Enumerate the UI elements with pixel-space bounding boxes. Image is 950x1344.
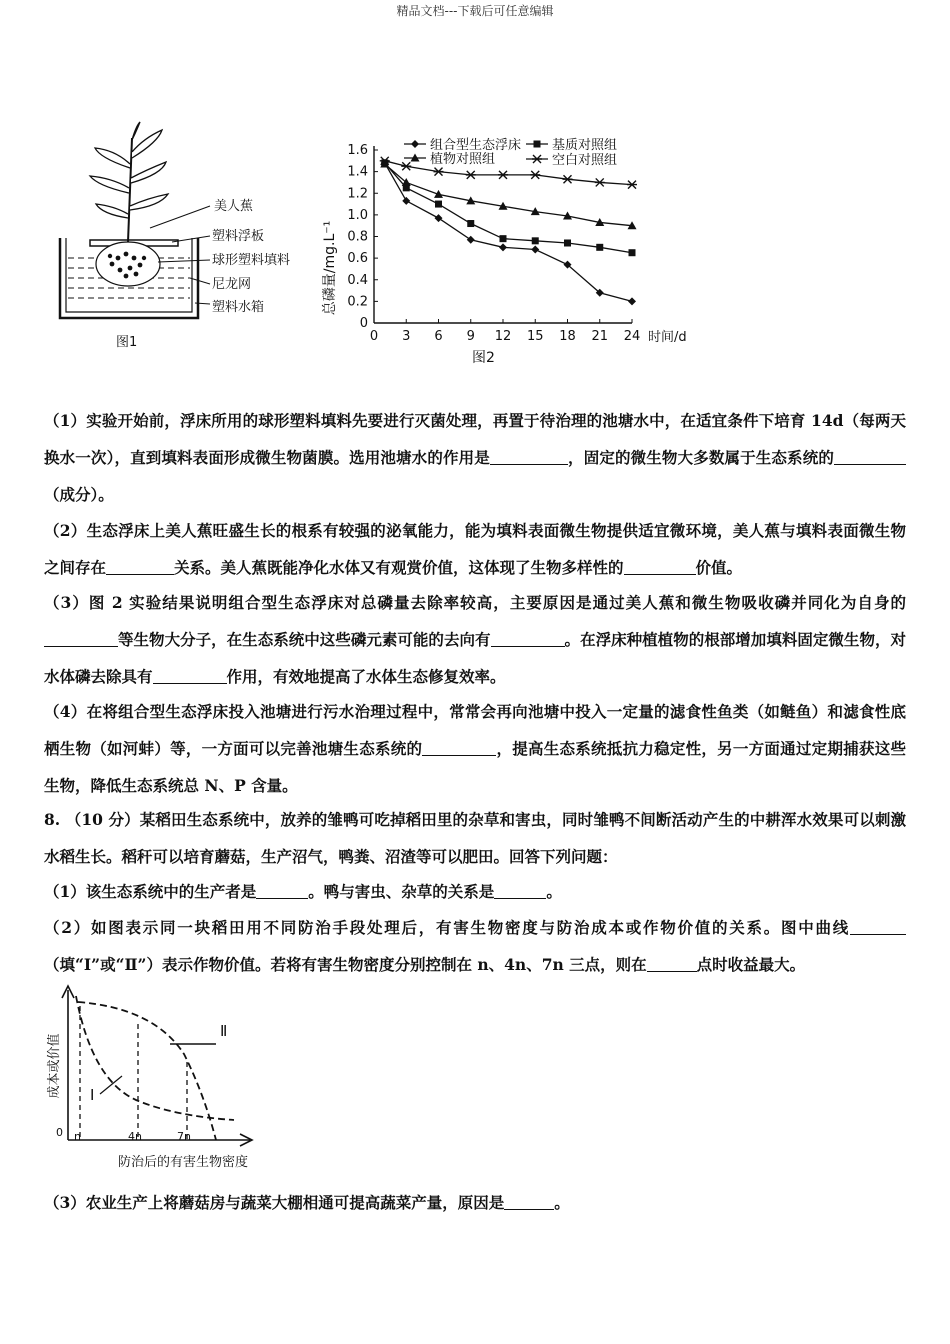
label-tank: 塑料水箱 [212, 300, 265, 315]
y-tick-label: 1.6 [347, 143, 368, 158]
y-tick-label: 1.0 [347, 207, 368, 223]
x-tick-label: 3 [402, 329, 411, 344]
problem-8-stem: 8. （10 分）某稻田生态系统中，放养的雏鸭可吃掉稻田里的杂草和害虫，同时雏鸭不间断活动产生的中耕浑水效果可以刺激水稻生长。稻秆可以培育蘑菇，生产沼气，鸭粪、沼渣等可以肥田。回答下列问题： [44, 810, 906, 866]
tick-7n: 7n [177, 1130, 191, 1143]
answer-blank[interactable] [624, 556, 696, 575]
figure1-caption: 图1 [116, 335, 138, 350]
data-point [435, 214, 443, 222]
origin-label: 0 [56, 1126, 63, 1139]
data-point [402, 197, 410, 205]
series-line [385, 163, 632, 301]
figure3-cost-value-diagram [44, 984, 284, 1176]
chart-y-axis-label: 总磷量/mg.L⁻¹ [322, 220, 338, 316]
figure1-floating-bed-diagram [40, 118, 340, 358]
data-point [499, 243, 507, 251]
data-point [530, 171, 540, 179]
answer-blank[interactable] [490, 446, 568, 465]
data-point [628, 297, 636, 305]
y-tick-label: 0.6 [347, 251, 368, 267]
answer-blank[interactable] [44, 628, 118, 647]
data-point [532, 237, 539, 244]
label-floating-board: 塑料浮板 [212, 229, 265, 244]
data-point [500, 235, 507, 242]
data-point [467, 236, 475, 244]
curve-II [78, 1002, 216, 1140]
y-tick-label: 0.2 [347, 294, 368, 310]
y-tick-label: 1.4 [347, 164, 368, 180]
series-line [385, 163, 632, 253]
question-1: （1）实验开始前，浮床所用的球形塑料填料先要进行灭菌处理，再置于待治理的池塘水中，在适宜条件下培育 14d（每两天换水一次），直到填料表面形成微生物菌膜。选用池塘水的作用是 ，固定的微生物大多数属于生态系统的（成分）。 [44, 411, 906, 504]
series-line [385, 164, 632, 226]
data-point [411, 140, 419, 148]
legend-label: 空白对照组 [552, 153, 618, 168]
answer-blank[interactable] [850, 916, 906, 935]
data-point [532, 155, 542, 163]
data-point [627, 181, 637, 189]
x-axis-label: 防治后的有害生物密度 [118, 1155, 249, 1170]
figure2-phosphorus-chart [316, 128, 716, 374]
legend-label: 组合型生态浮床 [430, 138, 522, 153]
answer-blank[interactable] [422, 737, 496, 756]
legend-label: 植物对照组 [430, 152, 496, 167]
tick-n: n [74, 1130, 81, 1143]
answer-blank[interactable] [504, 1191, 554, 1210]
answer-blank[interactable] [491, 628, 565, 647]
data-point [531, 245, 539, 253]
answer-blank[interactable] [106, 556, 174, 575]
curve-I [76, 996, 234, 1120]
data-point [596, 244, 603, 251]
y-tick-label: 0.4 [347, 272, 368, 288]
data-point [435, 201, 442, 208]
data-point [466, 171, 476, 179]
y-tick-label: 1.2 [347, 186, 368, 202]
data-point [564, 239, 571, 246]
x-tick-label: 21 [591, 329, 609, 344]
data-point [498, 171, 508, 179]
label-nylon-net: 尼龙网 [212, 277, 252, 292]
question-2: （2）生态浮床上美人蕉旺盛生长的根系有较强的泌氧能力，能为填料表面微生物提供适宜微环境，美人蕉与填料表面微生物之间存在 关系。美人蕉既能净化水体又有观赏价值，这体现了生物多样性的 价值。 [44, 521, 906, 577]
page-header: 精品文档---下载后可任意编辑 [396, 4, 554, 18]
label-canna: 美人蕉 [214, 199, 254, 214]
problem-8-q1: （1）该生态系统中的生产者是 。鸭与害虫、杂草的关系是 。 [44, 882, 562, 901]
x-tick-label: 18 [559, 329, 576, 344]
x-tick-label: 9 [466, 329, 475, 344]
x-tick-label: 15 [526, 329, 544, 344]
problem-8-q3: （3）农业生产上将蘑菇房与蔬菜大棚相通可提高蔬菜产量，原因是 。 [44, 1193, 570, 1212]
x-tick-label: 12 [494, 329, 512, 344]
curve-I-label: Ⅰ [90, 1086, 95, 1104]
data-point [434, 168, 444, 176]
data-point [595, 178, 605, 186]
legend-label: 基质对照组 [552, 138, 618, 153]
data-point [534, 141, 541, 148]
x-tick-label: 6 [434, 329, 443, 344]
data-point [629, 249, 636, 256]
chart-x-axis-label: 时间/d [648, 330, 687, 345]
data-point [563, 175, 573, 183]
tick-4n: 4n [128, 1130, 142, 1143]
curve-II-label: Ⅱ [220, 1022, 228, 1040]
answer-blank[interactable] [256, 880, 308, 899]
question-4: （4）在将组合型生态浮床投入池塘进行污水治理过程中，常常会再向池塘中投入一定量的滤食性鱼类（如鲢鱼）和滤食性底栖生物（如河蚌）等，一方面可以完善池塘生态系统的 ，提高生态系统抵抗力稳定性，另一方面通过定期捕获这些生物，降低生态系统总 N、P 含量。 [44, 702, 906, 795]
filler-ball [96, 242, 160, 286]
y-tick-label: 0.8 [347, 229, 368, 245]
data-point [401, 162, 411, 170]
x-tick-label: 0 [369, 329, 379, 344]
y-tick-label: 0 [359, 316, 368, 331]
x-tick-label: 24 [623, 329, 641, 344]
answer-blank[interactable] [494, 880, 546, 899]
answer-blank[interactable] [834, 446, 906, 465]
y-axis-label: 成本或价值 [47, 1033, 62, 1099]
data-point [467, 220, 474, 227]
label-filler: 球形塑料填料 [212, 253, 291, 268]
answer-blank[interactable] [647, 953, 697, 972]
question-3: （3）图 2 实验结果说明组合型生态浮床对总磷量去除率较高，主要原因是通过美人蕉和微生物吸收磷并同化为自身的等生物大分子，在生态系统中这些磷元素可能的去向有 。在浮床种植植物的根部增加填料固定微生物，对水体磷去除具有 作用，有效地提高了水体生态修复效率。 [44, 593, 906, 686]
answer-blank[interactable] [153, 665, 227, 684]
figure2-caption: 图2 [472, 350, 495, 366]
problem-8-q2: （2）如图表示同一块稻田用不同防治手段处理后，有害生物密度与防治成本或作物价值的关系。图中曲线（填“Ⅰ”或“Ⅱ”）表示作物价值。若将有害生物密度分别控制在 n、4n、7n 三点，则在 点时收益最大。 [44, 909, 906, 983]
